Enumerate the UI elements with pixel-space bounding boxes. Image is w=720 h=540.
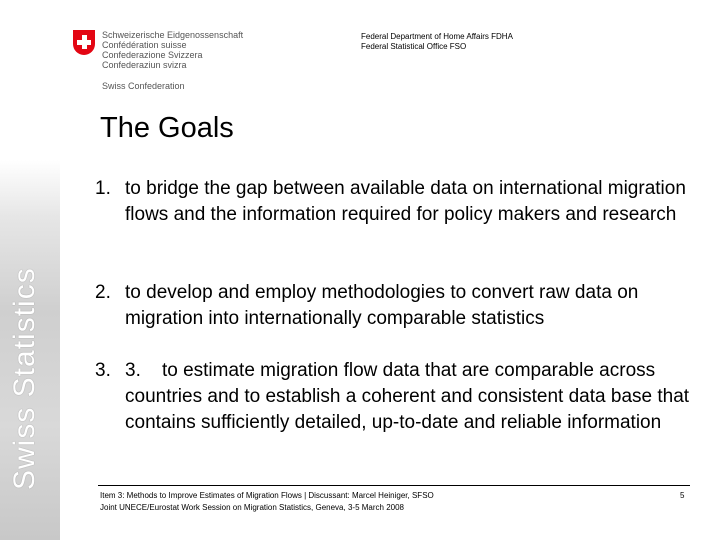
conf-en: Swiss Confederation bbox=[102, 81, 185, 91]
footer-divider bbox=[98, 485, 690, 486]
conf-line: Confédération suisse bbox=[102, 40, 187, 50]
office: Federal Statistical Office FSO bbox=[361, 42, 467, 51]
page-number: 5 bbox=[680, 491, 685, 500]
footer-line-2: Joint UNECE/Eurostat Work Session on Migration Statistics, Geneva, 3-5 March 2008 bbox=[100, 503, 404, 512]
goal-text: 3. to estimate migration flow data that are comparable across countries and to establish a coherent and consistent data base that contains sufficiently detailed, up-to-date and reliable information bbox=[125, 360, 695, 433]
department: Federal Department of Home Affairs FDHA bbox=[361, 32, 513, 41]
goal-item bbox=[95, 358, 695, 436]
swiss-coat-of-arms-icon bbox=[73, 30, 95, 55]
goal-item bbox=[95, 280, 695, 332]
goal-text: to develop and employ methodologies to convert raw data on migration into internationally comparable statistics bbox=[125, 282, 639, 329]
conf-line: Confederazione Svizzera bbox=[102, 50, 203, 60]
confederation-text bbox=[102, 30, 243, 91]
goal-number: 3. bbox=[95, 360, 111, 381]
department-text bbox=[361, 32, 513, 52]
goal-item bbox=[95, 176, 695, 228]
slide-title: The Goals bbox=[100, 112, 234, 144]
side-label: Swiss Statistics bbox=[8, 267, 41, 490]
footer-line-1: Item 3: Methods to Improve Estimates of Migration Flows | Discussant: Marcel Heiniger, SFSO bbox=[100, 491, 434, 500]
goal-number: 1. bbox=[95, 178, 111, 199]
goal-text: to bridge the gap between available data on international migration flows and the information required for policy makers and research bbox=[125, 178, 686, 225]
goal-number: 2. bbox=[95, 282, 111, 303]
conf-line: Schweizerische Eidgenossenschaft bbox=[102, 30, 244, 40]
conf-line: Confederaziun svizra bbox=[102, 60, 187, 70]
